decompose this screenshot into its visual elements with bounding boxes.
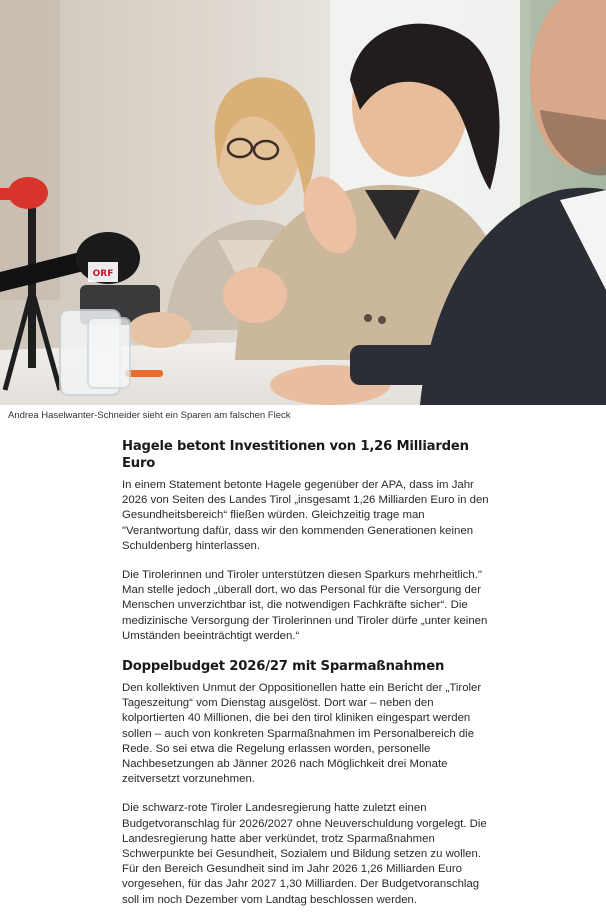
paragraph: In einem Statement betonte Hagele gegenüber der APA, dass im Jahr 2026 von Seiten des Landes Tirol „insgesamt 1,26 Milliarden Euro in den Gesundheitsbereich“ fließen würden. Gleichzeitig trage man "Verantwortung dafür, dass wir den kommenden Generationen keinen Schuldenberg hinterlassen. [122,479,489,552]
article-photo [0,0,606,405]
paragraph: Den kollektiven Unmut der Oppositionellen hatte ein Bericht der „Tiroler Tageszeitung“ vom Dienstag ausgelöst. Dort war – neben den kolportierten 40 Millionen, die bei den tirol kliniken eingespart werden sollen – auch von konkreten Sparmaßnahmen im Personalbereich die Rede. So sei etwa die Regelung erlassen worden, personelle Nachbesetzungen ab Jänner 2026 nach Möglichkeit drei Monate zeitversetzt vorzunehmen. [122,682,482,786]
press-conference-photo [0,0,606,405]
article-body [122,438,494,922]
section-heading-doppelbudget: Doppelbudget 2026/27 mit Sparmaßnahmen [122,659,445,675]
paragraph: Die Tirolerinnen und Tiroler unterstützen diesen Sparkurs mehrheitlich." Man stelle jedoch „überall dort, wo das Personal für die Versorgung der Menschen unverzichtbar ist, die notwendigen Fachkräfte sicher“. Die medizinische Versorgung der Tirolerinnen und Tiroler dürfe „unter keinen Umständen beeinträchtigt werden.“ [122,569,488,642]
paragraph: Die schwarz-rote Tiroler Landesregierung hatte zuletzt einen Budgetvoranschlag für 2026/2027 ohne Neuverschuldung vorgelegt. Die Landesregierung hatte aber verkündet, trotz Sparmaßnahmen Schwerpunkte bei Gesundheit, Sozialem und Bildung setzen zu wollen. Für den Bereich Gesundheit sind im Jahr 2026 1,26 Milliarden Euro vorgesehen, für das Jahr 2027 1,30 Milliarden. Der Budgetvoranschlag soll im noch Dezember vom Landtag beschlossen werden. [122,802,487,906]
photo-caption: Andrea Haselwanter-Schneider sieht ein Sparen am falschen Fleck [8,410,291,421]
mic-flag-label: ORF [92,269,114,279]
section-heading-investments: Hagele betont Investitionen von 1,26 Milliarden Euro [122,439,469,471]
